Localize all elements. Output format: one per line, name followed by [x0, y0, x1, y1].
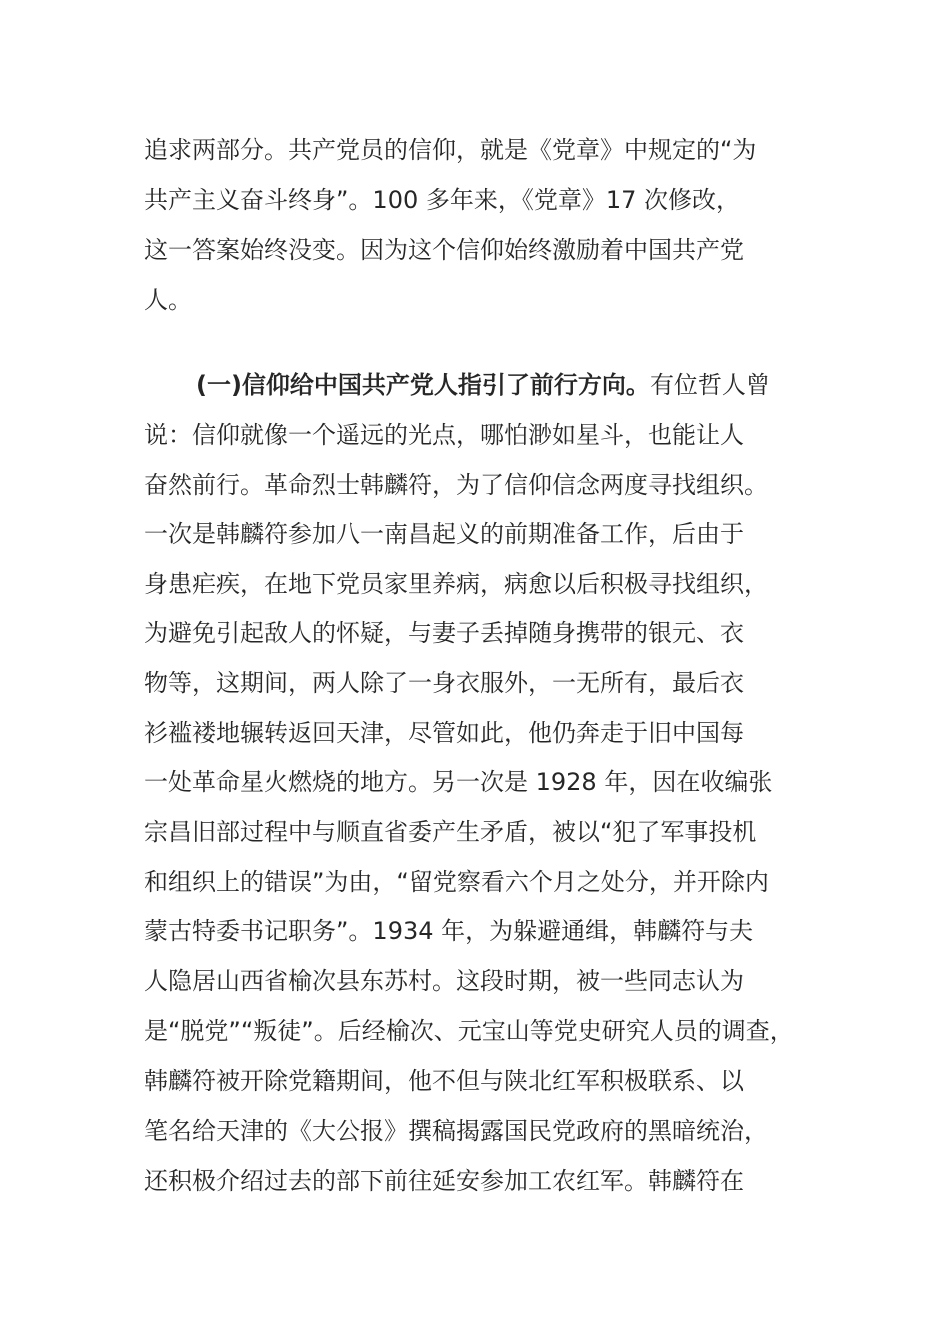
paragraph-2-line-9: 一处革命星火燃烧的地方。另一次是 1928 年，因在收编张	[144, 768, 773, 796]
paragraph-2-line-4: 一次是韩麟符参加八一南昌起义的前期准备工作，后由于	[144, 520, 744, 548]
paragraph-2-line-14: 是“脱党”“叛徒”。后经榆次、元宝山等党史研究人员的调查，	[144, 1017, 794, 1045]
paragraph-2-line-12: 蒙古特委书记职务”。1934 年，为躲避通缉，韩麟符与夫	[144, 917, 754, 945]
paragraph-2-line-13: 人隐居山西省榆次县东苏村。这段时期，被一些同志认为	[144, 967, 744, 995]
paragraph-1-line-2: 共产主义奋斗终身”。100 多年来，《党章》17 次修改，	[144, 186, 741, 214]
paragraph-2-line-6: 为避免引起敌人的怀疑，与妻子丢掉随身携带的银元、衣	[144, 619, 744, 647]
paragraph-1-line-1: 追求两部分。共产党员的信仰，就是《党章》中规定的“为	[144, 136, 757, 164]
paragraph-2-line-1	[196, 370, 770, 400]
section-heading: (一)信仰给中国共产党人指引了前行方向。	[196, 371, 650, 399]
paragraph-2-line-7: 物等，这期间，两人除了一身衣服外，一无所有，最后衣	[144, 669, 744, 697]
paragraph-2-line-17: 还积极介绍过去的部下前往延安参加工农红军。韩麟符在	[144, 1167, 744, 1195]
paragraph-2-line-10: 宗昌旧部过程中与顺直省委产生矛盾，被以“犯了军事投机	[144, 818, 757, 846]
paragraph-1-line-3: 这一答案始终没变。因为这个信仰始终激励着中国共产党	[144, 236, 744, 264]
paragraph-2-line-16: 笔名给天津的《大公报》撰稿揭露国民党政府的黑暗统治，	[144, 1117, 768, 1145]
paragraph-2-line-15: 韩麟符被开除党籍期间，他不但与陕北红军积极联系、以	[144, 1067, 744, 1095]
paragraph-2-line-1-rest: 有位哲人曾	[649, 371, 770, 399]
paragraph-2-line-3: 奋然前行。革命烈士韩麟符，为了信仰信念两度寻找组织。	[144, 471, 768, 499]
paragraph-2-line-5: 身患疟疾，在地下党员家里养病，病愈以后积极寻找组织，	[144, 570, 768, 598]
paragraph-2-line-8: 衫褴褛地辗转返回天津，尽管如此，他仍奔走于旧中国每	[144, 719, 744, 747]
paragraph-2-line-2: 说：信仰就像一个遥远的光点，哪怕渺如星斗，也能让人	[144, 421, 744, 449]
paragraph-2-line-11: 和组织上的错误”为由，“留党察看六个月之处分，并开除内	[144, 868, 769, 896]
paragraph-1-line-4: 人。	[144, 286, 192, 314]
